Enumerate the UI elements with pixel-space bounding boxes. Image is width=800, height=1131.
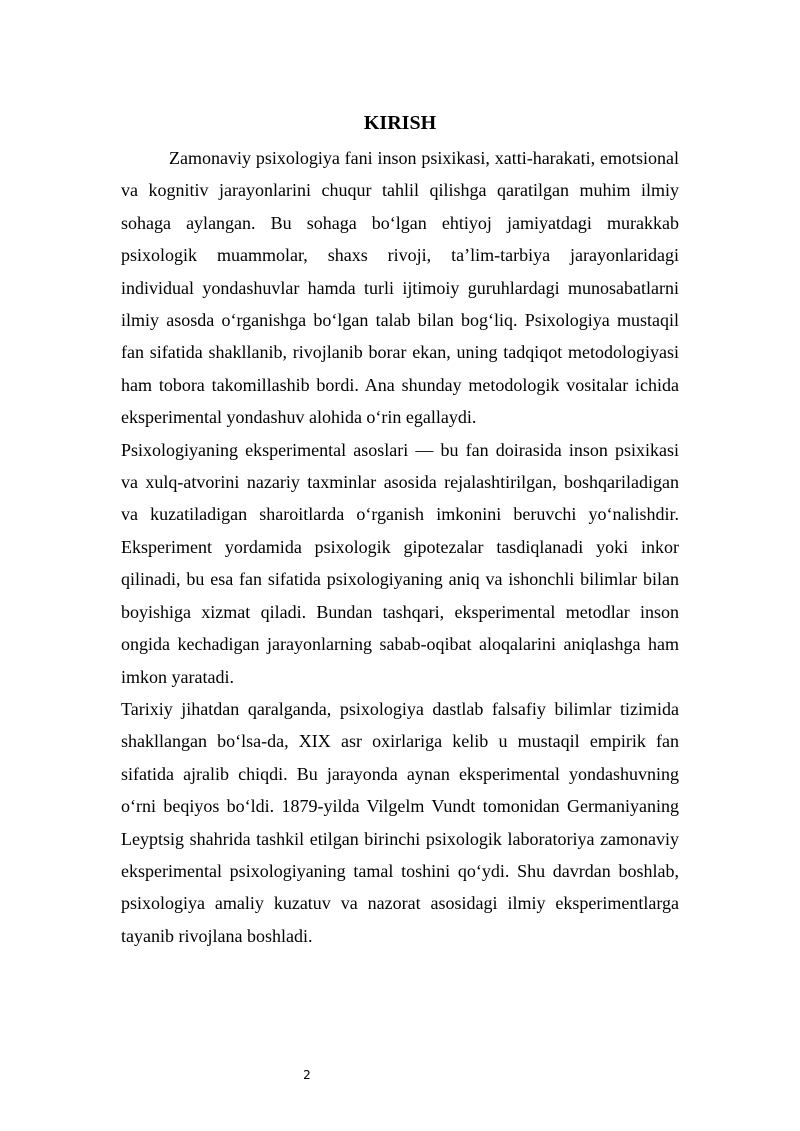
- body-text: [121, 142, 679, 952]
- paragraph-introduction: Zamonaviy psixologiya fani inson psixikasi, xatti-harakati, emotsional va kognitiv jarayonlarini chuqur tahlil qilishga qaratilgan muhim ilmiy sohaga aylangan. Bu sohaga bo‘lgan ehtiyoj jamiyatdagi murakkab psixologik muammolar, shaxs rivoji, ta’lim-tarbiya jarayonlaridagi individual yondashuvlar hamda turli ijtimoiy guruhlardagi munosabatlarni ilmiy asosda o‘rganishga bo‘lgan talab bilan bog‘liq. Psixologiya mustaqil fan sifatida shakllanib, rivojlanib borar ekan, uning tadqiqot metodologiyasi ham tobora takomillashib bordi. Ana shunday metodologik vositalar ichida eksperimental yondashuv alohida o‘rin egallaydi.: [121, 148, 679, 428]
- paragraph-history: Tarixiy jihatdan qaralganda, psixologiya dastlab falsafiy bilimlar tizimida shakllangan bo‘lsa-da, XIX asr oxirlariga kelib u mustaqil empirik fan sifatida ajralib chiqdi. Bu jarayonda aynan eksperimental yondashuvning o‘rni beqiyos bo‘ldi. 1879-yilda Vilgelm Vundt tomonidan Germaniyaning Leyptsig shahrida tashkil etilgan birinchi psixologik laboratoriya zamonaviy eksperimental psixologiyaning tamal toshini qo‘ydi. Shu davrdan boshlab, psixologiya amaliy kuzatuv va nazorat asosidagi ilmiy eksperimentlarga tayanib rivojlana boshladi.: [121, 698, 679, 946]
- page-number: 2: [303, 1068, 311, 1082]
- section-heading: KIRISH: [363, 112, 437, 134]
- paragraph-experimental-foundations: Psixologiyaning eksperimental asoslari — bu fan doirasida inson psixikasi va xulq-atvorini nazariy taxminlar asosida rejalashtirilgan, boshqariladigan va kuzatiladigan sharoitlarda o‘rganish imkonini beruvchi yo‘nalishdir. Eksperiment yordamida psixologik gipotezalar tasdiqlanadi yoki inkor qilinadi, bu esa fan sifatida psixologiyaning aniq va ishonchli bilimlar bilan boyishiga xizmat qiladi. Bundan tashqari, eksperimental metodlar inson ongida kechadigan jarayonlarning sabab-oqibat aloqalarini aniqlashga ham imkon yaratadi.: [121, 439, 679, 687]
